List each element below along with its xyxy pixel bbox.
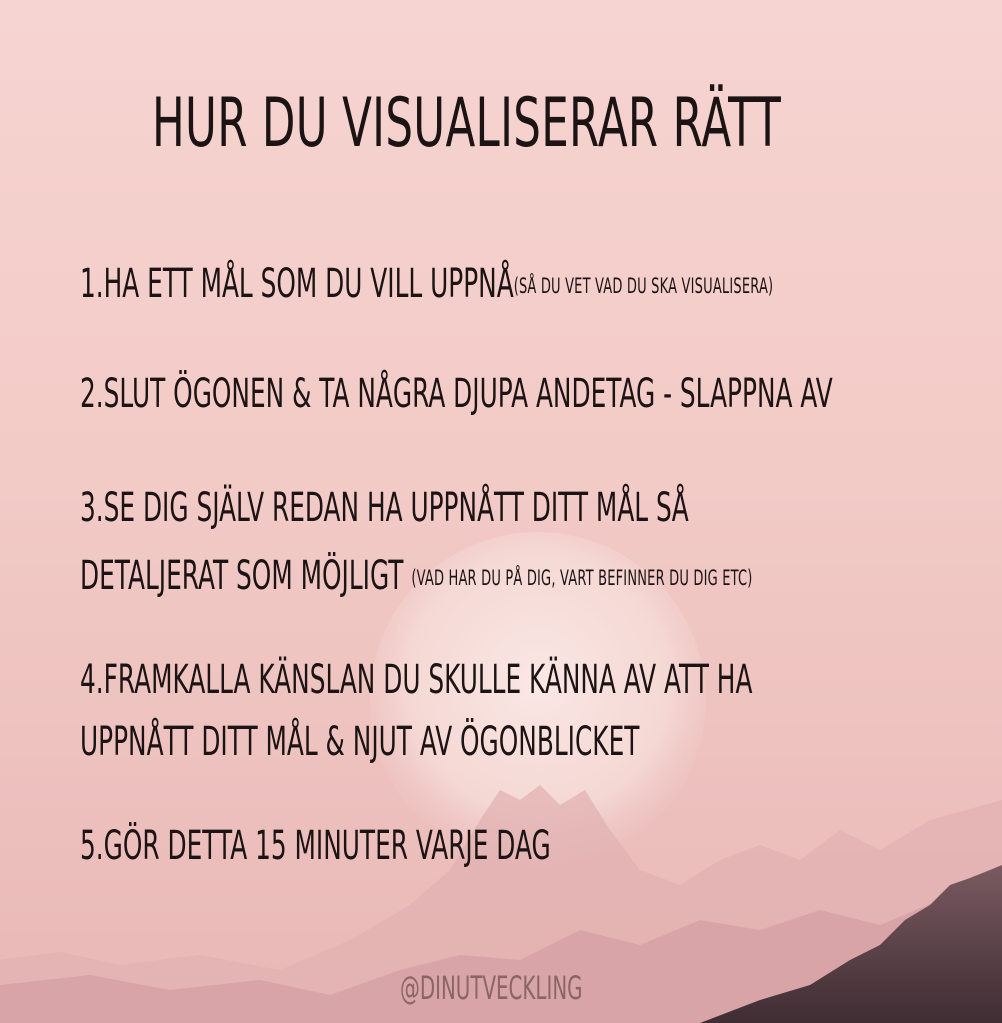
step-5 — [80, 814, 551, 878]
poster-title: HUR DU VISUALISERAR RÄTT — [152, 84, 782, 163]
step-1 — [80, 252, 773, 318]
step-3-line-2 — [80, 544, 753, 610]
step-4-line-1 — [80, 648, 752, 712]
step-2 — [80, 362, 833, 426]
step-5-text: 5.GÖR DETTA 15 MINUTER VARJE DAG — [80, 823, 551, 869]
step-3-text-line-2: DETALJERAT SOM MÖJLIGT — [80, 553, 404, 599]
step-1-note: (SÅ DU VET VAD DU SKA VISUALISERA) — [513, 274, 774, 298]
step-3-note: (VAD HAR DU PÅ DIG, VART BEFINNER DU DIG ETC) — [411, 566, 753, 590]
step-4-line-2 — [80, 710, 639, 774]
step-4-text-line-1: 4.FRAMKALLA KÄNSLAN DU SKULLE KÄNNA AV ATT HA — [80, 657, 753, 703]
step-2-text: 2.SLUT ÖGONEN & TA NÅGRA DJUPA ANDETAG - SLAPPNA AV — [80, 371, 833, 417]
step-3-text-line-1: 3.SE DIG SJÄLV REDAN HA UPPNÅTT DITT MÅL SÅ — [80, 485, 689, 531]
step-4-text-line-2: UPPNÅTT DITT MÅL & NJUT AV ÖGONBLICKET — [80, 719, 640, 765]
step-3-line-1 — [80, 476, 689, 540]
step-1-text: 1.HA ETT MÅL SOM DU VILL UPPNÅ — [80, 261, 514, 307]
social-handle: @DINUTVECKLING — [400, 969, 583, 1007]
